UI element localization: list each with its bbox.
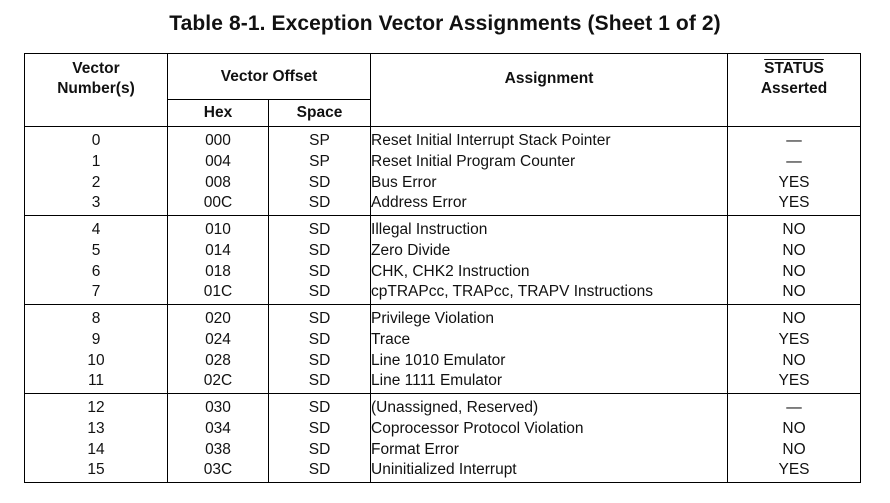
- assignment: Reset Initial Program Counter: [371, 152, 576, 170]
- offset-hex: 020: [205, 310, 231, 327]
- offset-hex: 03C: [203, 461, 233, 479]
- offset-space: SD: [308, 419, 331, 437]
- vector-number: 7: [91, 283, 101, 301]
- offset-space: SD: [308, 372, 331, 390]
- assignment-cell: [371, 216, 728, 305]
- status-asserted: NO: [782, 351, 806, 369]
- status-asserted-cell: [728, 127, 861, 216]
- vector-number: 5: [91, 241, 101, 259]
- assignment: cpTRAPcc, TRAPcc, TRAPV Instructions: [371, 283, 653, 301]
- header-hex: Hex: [168, 100, 269, 127]
- vector-number-cell: [25, 394, 168, 483]
- offset-space: SD: [308, 221, 331, 238]
- vector-number: 14: [87, 440, 105, 458]
- vector-number: 2: [91, 173, 101, 191]
- vector-number-cell: [25, 216, 168, 305]
- status-asserted: YES: [778, 372, 810, 390]
- assignment: Format Error: [371, 440, 459, 458]
- assignment: Bus Error: [371, 173, 437, 191]
- status-asserted: —: [786, 132, 802, 149]
- vector-number-cell: [25, 305, 168, 394]
- vector-number: 0: [91, 132, 101, 149]
- offset-hex: 00C: [203, 194, 233, 212]
- status-asserted: YES: [778, 194, 810, 212]
- assignment: Zero Divide: [371, 241, 451, 259]
- offset-hex-cell: [168, 127, 269, 216]
- offset-space: SD: [308, 310, 331, 327]
- status-asserted-cell: [728, 394, 861, 483]
- offset-space: SD: [308, 283, 331, 301]
- offset-space: SD: [308, 440, 331, 458]
- status-asserted: NO: [782, 419, 806, 437]
- header-space: Space: [269, 100, 371, 127]
- assignment: Uninitialized Interrupt: [371, 461, 517, 479]
- vector-number: 9: [91, 330, 101, 348]
- vector-number-cell: [25, 127, 168, 216]
- status-asserted: NO: [782, 283, 806, 301]
- offset-hex: 004: [205, 152, 231, 170]
- assignment: Reset Initial Interrupt Stack Pointer: [371, 132, 611, 149]
- status-asserted: YES: [778, 461, 810, 479]
- assignment-cell: [371, 394, 728, 483]
- assignment: Coprocessor Protocol Violation: [371, 419, 584, 437]
- assignment: Line 1010 Emulator: [371, 351, 506, 369]
- header-status-asserted: [728, 54, 861, 127]
- offset-hex: 014: [205, 241, 231, 259]
- offset-space: SD: [308, 262, 331, 280]
- vector-number: 1: [91, 152, 101, 170]
- vector-number: 3: [91, 194, 101, 212]
- table-row-group: [25, 394, 861, 483]
- offset-space: SD: [308, 194, 331, 212]
- assignment: Illegal Instruction: [371, 221, 488, 238]
- assignment: Line 1111 Emulator: [371, 372, 502, 390]
- offset-space: SD: [308, 330, 331, 348]
- status-asserted: NO: [782, 241, 806, 259]
- offset-hex: 028: [205, 351, 231, 369]
- assignment: (Unassigned, Reserved): [371, 399, 539, 416]
- status-asserted-cell: [728, 216, 861, 305]
- offset-space: SD: [308, 351, 331, 369]
- offset-hex-cell: [168, 394, 269, 483]
- offset-hex: 038: [205, 440, 231, 458]
- table-title: Table 8-1. Exception Vector Assignments (Sheet 1 of 2): [169, 12, 721, 35]
- offset-hex-cell: [168, 216, 269, 305]
- vector-number: 13: [87, 419, 105, 437]
- offset-space: SD: [308, 461, 331, 479]
- offset-hex: 008: [205, 173, 231, 191]
- vector-number: 11: [87, 372, 105, 390]
- status-asserted: —: [786, 399, 802, 416]
- header-status-asserted-label: Asserted: [760, 80, 828, 97]
- offset-hex: 000: [205, 132, 231, 149]
- status-asserted: NO: [782, 221, 806, 238]
- table-row-group: [25, 216, 861, 305]
- offset-hex: 030: [205, 399, 231, 416]
- vector-number: 8: [91, 310, 101, 327]
- vector-number: 12: [87, 399, 105, 416]
- offset-hex-cell: [168, 305, 269, 394]
- assignment: Trace: [371, 330, 411, 348]
- offset-space-cell: [269, 305, 371, 394]
- assignment-cell: [371, 305, 728, 394]
- assignment: Privilege Violation: [371, 310, 494, 327]
- assignment-cell: [371, 127, 728, 216]
- status-asserted: —: [786, 152, 802, 170]
- offset-space-cell: [269, 216, 371, 305]
- status-asserted: NO: [782, 310, 806, 327]
- header-assignment: Assignment: [371, 54, 728, 127]
- vector-number: 6: [91, 262, 101, 280]
- header-vector-number: [25, 54, 168, 127]
- assignment: CHK, CHK2 Instruction: [371, 262, 530, 280]
- exception-vector-table: [24, 53, 861, 483]
- offset-space: SD: [308, 241, 331, 259]
- offset-hex: 018: [205, 262, 231, 280]
- table-row-group: [25, 127, 861, 216]
- offset-hex: 024: [205, 330, 231, 348]
- offset-hex: 010: [205, 221, 231, 238]
- status-asserted: YES: [778, 330, 810, 348]
- offset-space: SP: [309, 152, 330, 170]
- offset-hex: 034: [205, 419, 231, 437]
- offset-space-cell: [269, 394, 371, 483]
- table-row-group: [25, 305, 861, 394]
- offset-hex: 01C: [203, 283, 233, 301]
- status-asserted: NO: [782, 440, 806, 458]
- offset-space: SD: [308, 399, 331, 416]
- offset-space-cell: [269, 127, 371, 216]
- header-vector-offset: Vector Offset: [168, 54, 371, 100]
- vector-number: 15: [87, 461, 105, 479]
- assignment: Address Error: [371, 194, 467, 212]
- offset-space: SD: [308, 173, 331, 191]
- vector-number: 10: [87, 351, 105, 369]
- status-asserted: YES: [778, 173, 810, 191]
- header-status-signal: STATUS: [764, 60, 824, 77]
- status-asserted-cell: [728, 305, 861, 394]
- status-asserted: NO: [782, 262, 806, 280]
- offset-hex: 02C: [203, 372, 233, 390]
- offset-space: SP: [309, 132, 330, 149]
- vector-number: 4: [91, 221, 101, 238]
- header-vector-number-label: Vector Number(s): [57, 60, 135, 97]
